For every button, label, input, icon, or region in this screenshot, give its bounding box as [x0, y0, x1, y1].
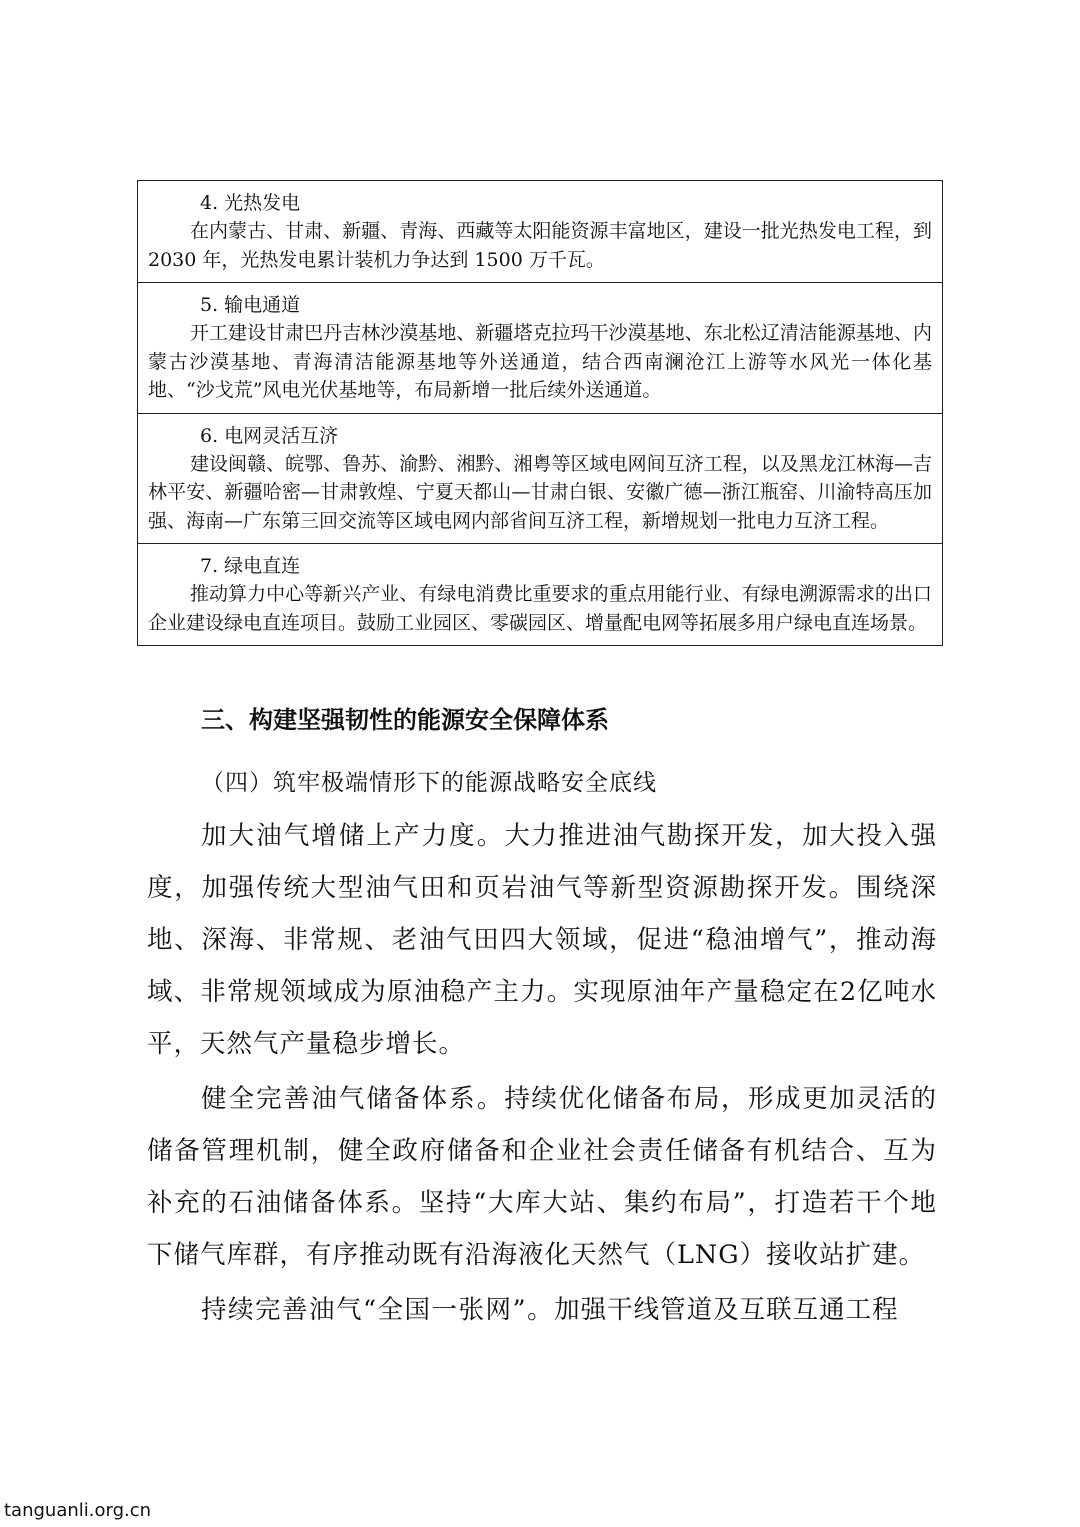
subsection-heading: （四）筑牢极端情形下的能源战略安全底线 — [201, 770, 657, 796]
paragraph-text: 加强干线管道及互联互通工程 — [554, 1295, 899, 1325]
box-item-green-direct — [138, 544, 942, 645]
box-item-title: 5. 输电通道 — [200, 294, 301, 316]
paragraph — [147, 1284, 937, 1336]
box-item-title: 7. 绿电直连 — [200, 555, 301, 577]
paragraph — [147, 1073, 937, 1281]
section-heading: 三、构建坚强韧性的能源安全保障体系 — [201, 706, 609, 734]
box-item-title: 4. 光热发电 — [200, 192, 301, 214]
paragraph-text: 持续优化储备布局，形成更加灵活的储备管理机制，健全政府储备和企业社会责任储备有机结合、互为补充的石油储备体系。坚持“大库大站、集约布局”，打造若干个地下储气库群，有序推动既有沿海液化天然气（LNG）接收站扩建。 — [147, 1084, 937, 1270]
box-item-title: 6. 电网灵活互济 — [200, 424, 339, 447]
paragraph-text: 大力推进油气勘探开发，加大投入强度，加强传统大型油气田和页岩油气等新型资源勘探开发。围绕深地、深海、非常规、老油气田四大领域，促进“稳油增气”，推动海域、非常规领域成为原油稳产主力。实现原油年产量稳定在2亿吨水平，天然气产量稳步增长。 — [147, 821, 937, 1059]
project-box — [137, 180, 943, 646]
box-item-body: 建设闽赣、皖鄂、鲁苏、渝黔、湘黔、湘粤等区域电网间互济工程，以及黑龙江林海—吉林平安、新疆哈密—甘肃敦煌、宁夏天都山—甘肃白银、安徽广德—浙江瓶窑、川渝特高压加强、海南—广东第三回交流等区域电网内部省间互济工程，新增规划一批电力互济工程。 — [148, 452, 932, 532]
box-item-body: 开工建设甘肃巴丹吉林沙漠基地、新疆塔克拉玛干沙漠基地、东北松辽清洁能源基地、内蒙古沙漠基地、青海清洁能源基地等外送通道，结合西南澜沧江上游等水风光一体化基地、“沙戈荒”风电光伏基地等，布局新增一批后续外送通道。 — [148, 322, 932, 401]
paragraph-lead: 持续完善油气“全国一张网”。 — [201, 1295, 555, 1325]
box-item-transmission — [138, 283, 942, 414]
box-item-body: 在内蒙古、甘肃、新疆、青海、西藏等太阳能资源丰富地区，建设一批光热发电工程，到 2030 年，光热发电累计装机力争达到 1500 万千瓦。 — [148, 220, 932, 271]
paragraph-lead: 健全完善油气储备体系。 — [201, 1084, 505, 1114]
paragraph — [147, 810, 937, 1070]
box-item-grid-interconnection — [138, 414, 942, 545]
paragraph-lead: 加大油气增储上产力度。 — [201, 821, 505, 851]
box-item-solar-thermal — [138, 181, 942, 283]
watermark: tanguanli.org.cn — [4, 1500, 152, 1521]
box-item-body: 推动算力中心等新兴产业、有绿电消费比重要求的重点用能行业、有绿电溯源需求的出口企业建设绿电直连项目。鼓励工业园区、零碳园区、增量配电网等拓展多用户绿电直连场景。 — [148, 583, 932, 634]
